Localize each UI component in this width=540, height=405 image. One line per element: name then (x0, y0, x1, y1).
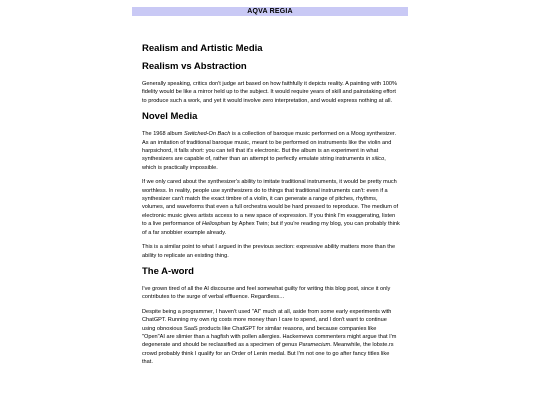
section-heading-realism: Realism vs Abstraction (142, 61, 247, 72)
emphasis-text: in silico (365, 156, 385, 163)
post-content (142, 43, 400, 373)
paragraph-text: Despite being a programmer, I haven't used "AI" much at all, aside from some early experiments with ChatGPT. Running my own rig costs more money than I care to spend, and I don't want to continue using obnoxious SaaS products like ChatGPT for similar reasons, and because companies like "Open"AI are slimier than a hagfish with pollen allergies. Hackernews commenters might argue that I'm degenerate and should be reclassified as a specimen of genus (142, 308, 397, 349)
paragraph-text: by Aphex Twin; but if you're reading my blog, you can probably think of a far snobbier example already. (142, 221, 400, 236)
site-title[interactable]: AQVA REGIA (247, 8, 293, 15)
paragraph (142, 130, 400, 172)
post-title: Realism and Artistic Media (142, 43, 263, 54)
section-heading-a-word: The A-word (142, 265, 194, 277)
paragraph (142, 178, 400, 237)
paragraph-text: . Meanwhile, the lobste.rs crowd probably think I qualify for an Order of Lenin medal. But I'm not one to go after fancy titles like that. (142, 342, 394, 366)
paragraph-text: The 1968 album (142, 131, 184, 138)
album-title: Switched-On Bach (183, 131, 231, 138)
paragraph-text: If we only cared about the synthesizer's ability to imitate traditional instruments, it would be pretty much worthless. In reality, people use synthesizers do to things that traditional instruments can't: even if a synthesizer can't match the exact timbre of a violin, it can generate a range of pitches, rhythms, volumes, and waveforms that even a full orchestra would be hard pressed to reproduce. The medium of electronic music gives artists access to a new space of expression. If you think I'm exaggerating, listen to a live performance of (142, 179, 399, 228)
paragraph (142, 308, 400, 367)
paragraph: This is a similar point to what I argued in the previous section: expressive ability matters more than the ability to replicate an existing thing. (142, 244, 396, 259)
track-title: Heliosphan (202, 221, 231, 228)
paragraph: I've grown tired of all the AI discourse and feel somewhat guilty for writing this blog post, since it only contributes to the surge of verbal effluence. Regardless… (142, 285, 391, 301)
paragraph-text: , which is practically impossible. (142, 156, 386, 171)
site-header[interactable] (132, 7, 408, 16)
emphasis-text: Paramecium (298, 342, 331, 349)
section-heading-novel-media: Novel Media (142, 111, 198, 123)
paragraph-text: is a collection of baroque music performed on a Moog synthesizer. As an imitation of traditional baroque music, meant to be performed on instruments like the violin and harpsichord, it falls short: you can tell that it's electronic. But the album is an experiment in what synthesizers are capable of, rather than an attempt to perfectly emulate string instruments (142, 131, 397, 163)
paragraph: Generally speaking, critics don't judge art based on how faithfully it depicts reality. A painting with 100% fidelity would be like a mirror held up to the subject. It would require years of skill and painstaking effort to produce such a work, and yet it would involve zero interpretation, and would express nothing at all. (142, 81, 398, 104)
